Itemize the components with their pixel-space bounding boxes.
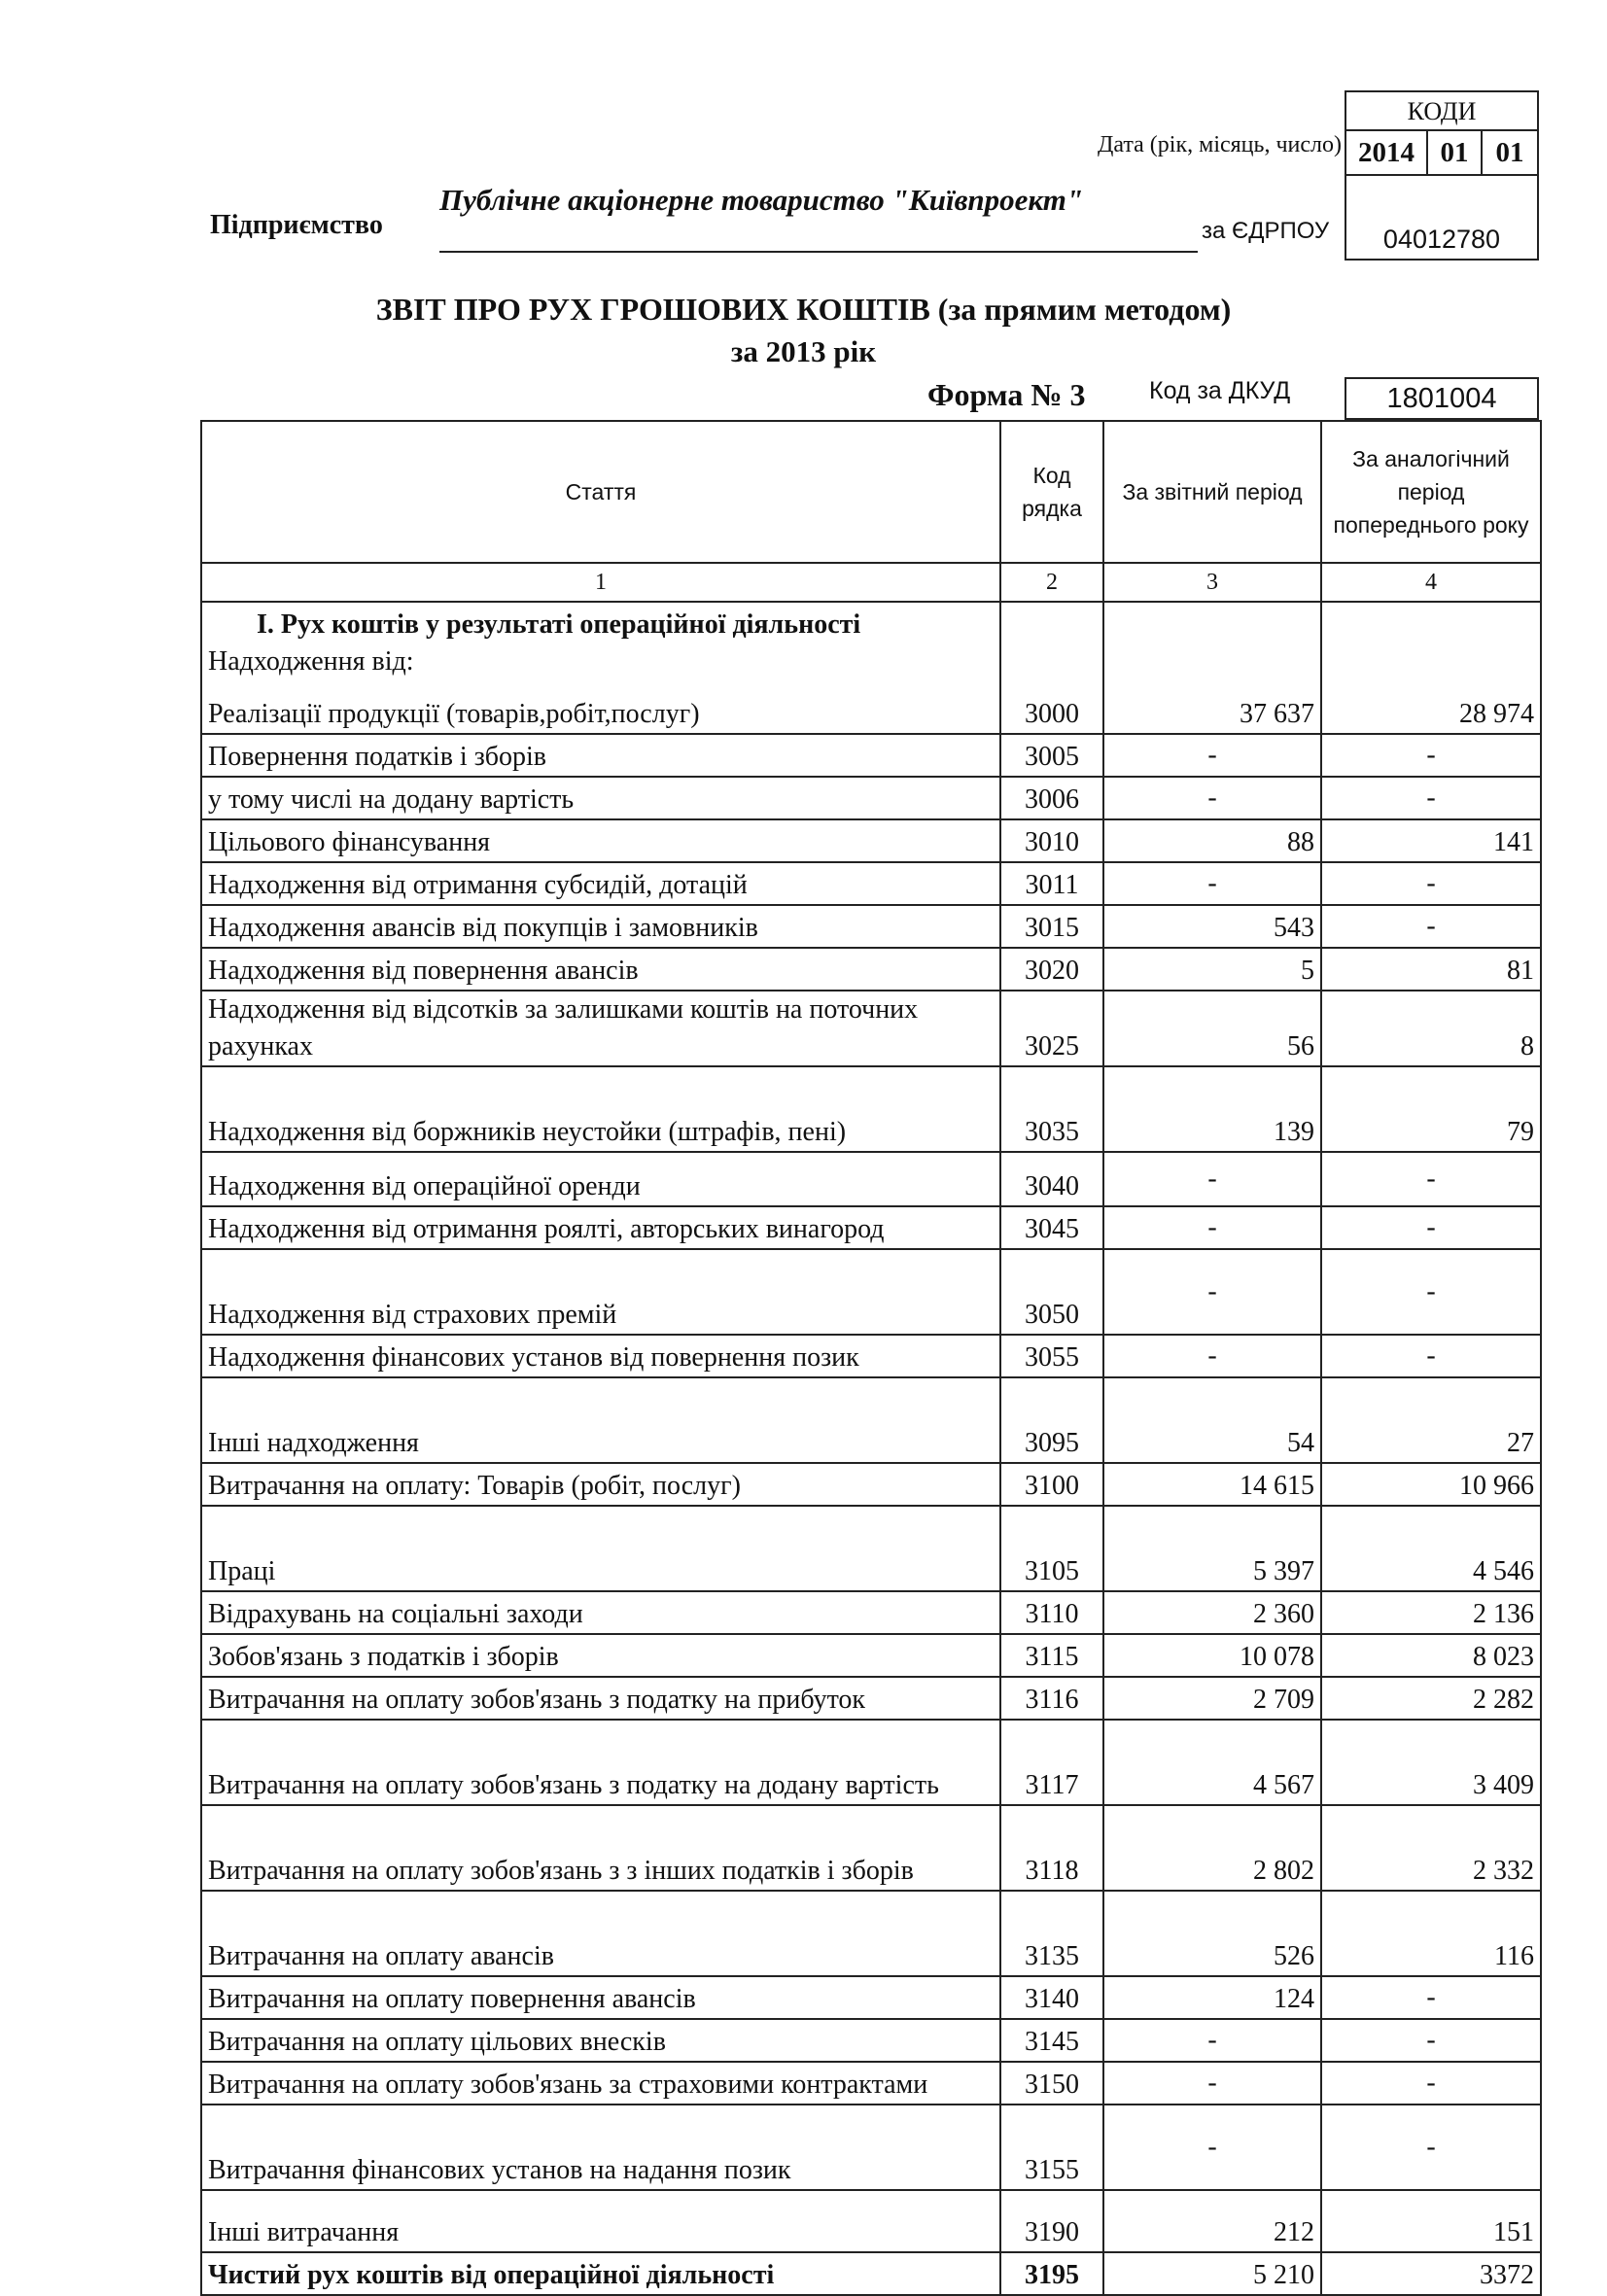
table-row [201, 2252, 1541, 2295]
row-code: 3055 [1000, 1335, 1103, 1377]
previous-period-value: 2 136 [1321, 1591, 1541, 1634]
previous-period-value: - [1321, 2019, 1541, 2062]
column-header: Код рядка [1000, 421, 1103, 563]
enterprise-underline [439, 251, 1198, 253]
row-code: 3155 [1000, 2105, 1103, 2190]
current-period-value: - [1103, 1335, 1321, 1377]
current-period-value: - [1103, 2019, 1321, 2062]
current-period-value: 543 [1103, 905, 1321, 948]
previous-period-value: 141 [1321, 819, 1541, 862]
table-row [201, 1891, 1541, 1976]
table-row [201, 1805, 1541, 1891]
date-month: 01 [1428, 131, 1483, 174]
table-row [201, 2019, 1541, 2062]
row-label: Праці [201, 1506, 1000, 1591]
date-year: 2014 [1346, 131, 1428, 174]
enterprise-label: Підприємство [210, 210, 383, 240]
column-number: 2 [1000, 563, 1103, 602]
row-label: Надходження від боржників неустойки (штрафів, пені) [201, 1066, 1000, 1152]
row-code: 3011 [1000, 862, 1103, 905]
previous-period-value: 4 546 [1321, 1506, 1541, 1591]
previous-period-value: - [1321, 905, 1541, 948]
row-code: 3140 [1000, 1976, 1103, 2019]
row-label: Зобов'язань з податків і зборів [201, 1634, 1000, 1677]
row-label: Надходження від отримання роялті, авторських винагород [201, 1206, 1000, 1249]
table-row [201, 777, 1541, 819]
current-period-value: - [1103, 734, 1321, 777]
row-code: 3116 [1000, 1677, 1103, 1720]
previous-period-value: 8 [1321, 991, 1541, 1066]
row-code: 3190 [1000, 2190, 1103, 2252]
row-code: 3006 [1000, 777, 1103, 819]
row-code: 3195 [1000, 2252, 1103, 2295]
previous-period-value: - [1321, 2105, 1541, 2190]
edrpou-code: 04012780 [1382, 225, 1501, 254]
row-label-text: Реалізації продукції (товарів,робіт,послуг) [208, 699, 700, 729]
edrpou-label: за ЄДРПОУ [1202, 218, 1330, 244]
previous-period-value: - [1321, 1206, 1541, 1249]
column-header: Стаття [201, 421, 1000, 563]
date-label: Дата (рік, місяць, число) [1097, 132, 1342, 157]
row-label: Витрачання на оплату зобов'язань з податку на прибуток [201, 1677, 1000, 1720]
report-title: ЗВІТ ПРО РУХ ГРОШОВИХ КОШТІВ (за прямим методом) [375, 292, 1232, 327]
section-title: I. Рух коштів у результаті операційної діяльності [257, 609, 861, 640]
row-label: Повернення податків і зборів [201, 734, 1000, 777]
row-code: 3095 [1000, 1377, 1103, 1463]
codes-title: КОДИ [1346, 92, 1537, 131]
current-period-value: 56 [1103, 991, 1321, 1066]
row-label: Витрачання на оплату повернення авансів [201, 1976, 1000, 2019]
previous-period-value: 2 332 [1321, 1805, 1541, 1891]
table-row [201, 1591, 1541, 1634]
column-header: За аналогічний період попереднього року [1321, 421, 1541, 563]
table-row [201, 1066, 1541, 1152]
column-number: 4 [1321, 563, 1541, 602]
row-label [201, 602, 1000, 734]
row-label: Надходження від страхових премій [201, 1249, 1000, 1335]
row-code: 3005 [1000, 734, 1103, 777]
table-row [201, 602, 1541, 734]
previous-period-value: - [1321, 2062, 1541, 2105]
previous-period-value: - [1321, 862, 1541, 905]
current-period-value: - [1103, 777, 1321, 819]
previous-period-value: 28 974 [1321, 602, 1541, 734]
codes-box [1345, 90, 1539, 261]
previous-period-value: 79 [1321, 1066, 1541, 1152]
table-row [201, 862, 1541, 905]
row-code: 3010 [1000, 819, 1103, 862]
row-label: Надходження від повернення авансів [201, 948, 1000, 991]
current-period-value: 37 637 [1103, 602, 1321, 734]
row-label: Витрачання на оплату: Товарів (робіт, послуг) [201, 1463, 1000, 1506]
table-row [201, 1377, 1541, 1463]
row-code: 3118 [1000, 1805, 1103, 1891]
row-label: Витрачання фінансових установ на надання позик [201, 2105, 1000, 2190]
row-code: 3020 [1000, 948, 1103, 991]
row-code: 3135 [1000, 1891, 1103, 1976]
table-row [201, 1249, 1541, 1335]
row-code: 3040 [1000, 1152, 1103, 1206]
table-row [201, 1720, 1541, 1805]
previous-period-value: 10 966 [1321, 1463, 1541, 1506]
table-row [201, 1152, 1541, 1206]
row-code: 3115 [1000, 1634, 1103, 1677]
row-label: Витрачання на оплату цільових внесків [201, 2019, 1000, 2062]
current-period-value: 526 [1103, 1891, 1321, 1976]
current-period-value: - [1103, 2105, 1321, 2190]
row-label: Цільового фінансування [201, 819, 1000, 862]
previous-period-value: - [1321, 734, 1541, 777]
row-label: Витрачання на оплату зобов'язань за страховими контрактами [201, 2062, 1000, 2105]
row-label: Витрачання на оплату авансів [201, 1891, 1000, 1976]
row-code: 3110 [1000, 1591, 1103, 1634]
previous-period-value: - [1321, 1152, 1541, 1206]
row-code: 3000 [1000, 602, 1103, 734]
date-codes-row [1346, 131, 1537, 176]
table-row [201, 1335, 1541, 1377]
row-label: Надходження від операційної оренди [201, 1152, 1000, 1206]
current-period-value: 5 397 [1103, 1506, 1321, 1591]
row-label: Витрачання на оплату зобов'язань з податку на додану вартість [201, 1720, 1000, 1805]
row-code: 3150 [1000, 2062, 1103, 2105]
current-period-value: - [1103, 862, 1321, 905]
current-period-value: 14 615 [1103, 1463, 1321, 1506]
current-period-value: 2 360 [1103, 1591, 1321, 1634]
previous-period-value: 81 [1321, 948, 1541, 991]
previous-period-value: 116 [1321, 1891, 1541, 1976]
row-label: у тому числі на додану вартість [201, 777, 1000, 819]
row-code: 3015 [1000, 905, 1103, 948]
table-row [201, 1976, 1541, 2019]
previous-period-value: - [1321, 1249, 1541, 1335]
row-label: Надходження авансів від покупців і замовників [201, 905, 1000, 948]
row-label: Відрахувань на соціальні заходи [201, 1591, 1000, 1634]
table-row [201, 991, 1541, 1066]
table-row [201, 819, 1541, 862]
current-period-value: 124 [1103, 1976, 1321, 2019]
previous-period-value: - [1321, 1335, 1541, 1377]
previous-period-value: - [1321, 777, 1541, 819]
table-row [201, 2062, 1541, 2105]
table-row [201, 1463, 1541, 1506]
table-row [201, 1206, 1541, 1249]
row-code: 3035 [1000, 1066, 1103, 1152]
row-code: 3105 [1000, 1506, 1103, 1591]
previous-period-value: 8 023 [1321, 1634, 1541, 1677]
current-period-value: - [1103, 1206, 1321, 1249]
current-period-value: 2 709 [1103, 1677, 1321, 1720]
previous-period-value: 27 [1321, 1377, 1541, 1463]
row-label: Інші надходження [201, 1377, 1000, 1463]
row-code: 3045 [1000, 1206, 1103, 1249]
column-number: 1 [201, 563, 1000, 602]
column-number: 3 [1103, 563, 1321, 602]
dkud-label: Код за ДКУД [1149, 377, 1291, 404]
report-period: за 2013 рік [730, 334, 877, 368]
current-period-value: 5 [1103, 948, 1321, 991]
table-body [201, 602, 1541, 2295]
enterprise-name: Публічне акціонерне товариство "Київпроект" [439, 183, 1084, 217]
receipts-subheader: Надходження від: [208, 646, 414, 677]
current-period-value: 88 [1103, 819, 1321, 862]
row-label: Надходження від відсотків за залишками коштів на поточних рахунках [201, 991, 1000, 1066]
row-label: Витрачання на оплату зобов'язань з з інших податків і зборів [201, 1805, 1000, 1891]
table-row [201, 948, 1541, 991]
table-row [201, 734, 1541, 777]
previous-period-value: 3 409 [1321, 1720, 1541, 1805]
table-row [201, 1677, 1541, 1720]
row-label: Інші витрачання [201, 2190, 1000, 2252]
row-label: Надходження від отримання субсидій, дотацій [201, 862, 1000, 905]
row-code: 3117 [1000, 1720, 1103, 1805]
current-period-value: - [1103, 1152, 1321, 1206]
row-code: 3025 [1000, 991, 1103, 1066]
previous-period-value: - [1321, 1976, 1541, 2019]
cash-flow-table [200, 420, 1542, 2296]
previous-period-value: 2 282 [1321, 1677, 1541, 1720]
column-header: За звітний період [1103, 421, 1321, 563]
current-period-value: 54 [1103, 1377, 1321, 1463]
current-period-value: 4 567 [1103, 1720, 1321, 1805]
column-number-row [201, 563, 1541, 602]
current-period-value: 212 [1103, 2190, 1321, 2252]
date-day: 01 [1495, 136, 1524, 168]
current-period-value: 139 [1103, 1066, 1321, 1152]
table-row [201, 2105, 1541, 2190]
row-code: 3145 [1000, 2019, 1103, 2062]
current-period-value: - [1103, 2062, 1321, 2105]
row-code: 3100 [1000, 1463, 1103, 1506]
table-row [201, 2190, 1541, 2252]
current-period-value: 10 078 [1103, 1634, 1321, 1677]
table-row [201, 1506, 1541, 1591]
table-row [201, 1634, 1541, 1677]
form-number: Форма № 3 [927, 377, 1086, 412]
previous-period-value: 3372 [1321, 2252, 1541, 2295]
table-header-row [201, 421, 1541, 563]
row-label: Чистий рух коштів від операційної діяльності [201, 2252, 1000, 2295]
previous-period-value: 151 [1321, 2190, 1541, 2252]
row-label: Надходження фінансових установ від повернення позик [201, 1335, 1000, 1377]
table-row [201, 905, 1541, 948]
dkud-code: 1801004 [1345, 377, 1539, 420]
current-period-value: 5 210 [1103, 2252, 1321, 2295]
current-period-value: 2 802 [1103, 1805, 1321, 1891]
current-period-value: - [1103, 1249, 1321, 1335]
row-code: 3050 [1000, 1249, 1103, 1335]
